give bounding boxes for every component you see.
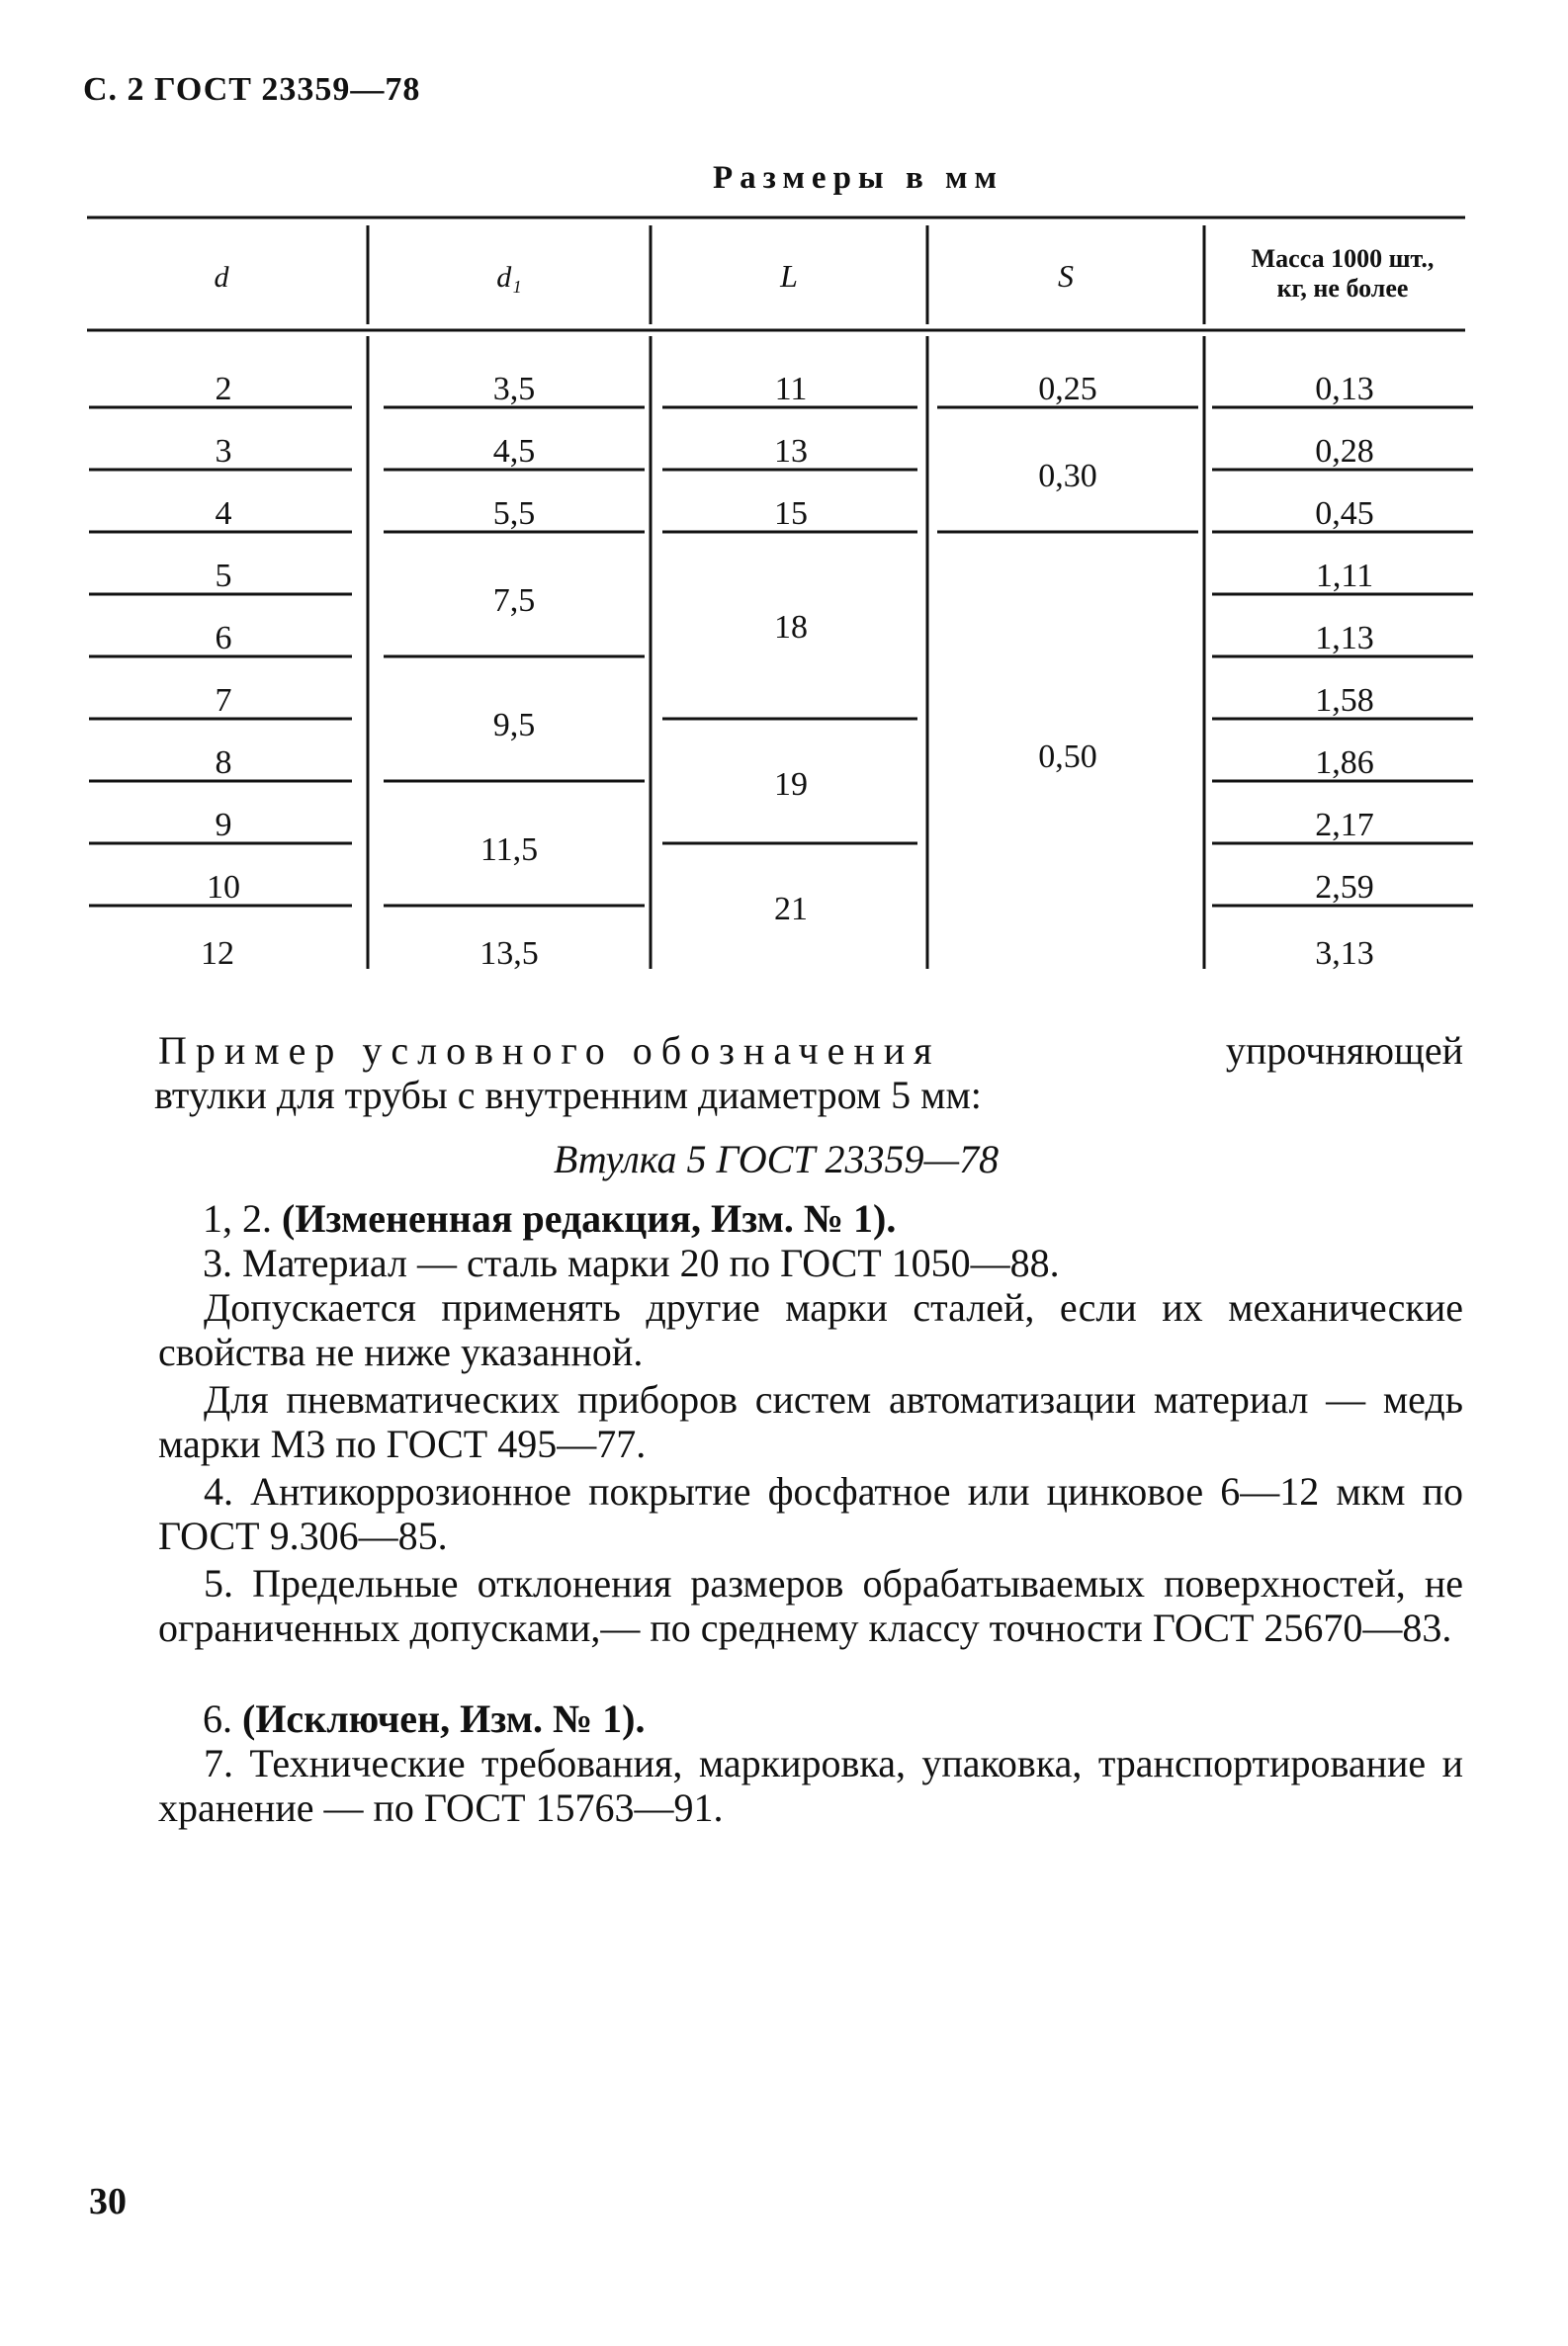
page-header: С. 2 ГОСТ 23359—78 (83, 71, 421, 108)
cell-d1: 4,5 (492, 433, 536, 470)
example-intro-spaced: Пример условного обозначения (158, 1028, 941, 1073)
cell-l: 15 (774, 495, 808, 532)
clause-1-2-number: 1, 2. (203, 1196, 272, 1241)
example-intro-cont: втулки для трубы с внутренним диаметром 5 мм: (154, 1073, 982, 1117)
clause-7: 7. Технические требования, маркировка, упаковка, транспортирование и хранение — по ГОСТ 15763—91. (158, 1741, 1463, 1830)
cell-mass: 2,59 (1315, 869, 1374, 906)
col-header-d: d (214, 261, 229, 294)
example-paragraph (154, 1028, 1463, 1117)
clause-3-pneumatic: Для пневматических приборов систем автоматизации материал — медь марки М3 по ГОСТ 495—77. (158, 1377, 1463, 1466)
clause-6 (203, 1696, 1463, 1741)
col-header-mass-line2: кг, не более (1276, 274, 1409, 303)
example-intro-end: упрочняющей (1225, 1028, 1463, 1073)
cell-l: 21 (774, 891, 808, 927)
col-header-d1: d₁ (496, 261, 522, 294)
clause-1-2 (203, 1196, 1463, 1241)
clause-6-number: 6. (203, 1696, 232, 1741)
col-header-l: L (780, 258, 798, 294)
cell-d: 3 (215, 433, 232, 470)
cell-mass: 1,11 (1315, 558, 1374, 594)
cell-d1: 9,5 (492, 707, 536, 743)
units-caption: Размеры в мм (713, 160, 1003, 196)
cell-mass: 0,13 (1315, 371, 1374, 407)
cell-l: 18 (774, 609, 808, 646)
cell-s: 0,25 (1038, 371, 1097, 407)
page-number: 30 (89, 2181, 127, 2222)
cell-s: 0,50 (1038, 739, 1097, 775)
clause-3-allowance: Допускается применять другие марки сталей, если их механические свойства не ниже указанной. (158, 1285, 1463, 1374)
cell-mass: 0,28 (1315, 433, 1374, 470)
clause-4: 4. Антикоррозионное покрытие фосфатное или цинковое 6—12 мкм по ГОСТ 9.306—85. (158, 1469, 1463, 1558)
cell-mass: 1,13 (1315, 620, 1374, 656)
cell-d1: 7,5 (492, 582, 536, 619)
cell-d: 8 (215, 744, 232, 781)
cell-d: 12 (201, 935, 234, 972)
cell-mass: 3,13 (1315, 935, 1374, 972)
dimensions-table (0, 0, 1568, 989)
example-designation: Втулка 5 ГОСТ 23359—78 (553, 1137, 1000, 1181)
clause-6-note: (Исключен, Изм. № 1). (242, 1696, 646, 1741)
col-header-s: S (1058, 258, 1074, 294)
cell-mass: 1,86 (1315, 744, 1374, 781)
cell-d: 2 (215, 371, 232, 407)
clause-5: 5. Предельные отклонения размеров обрабатываемых поверхностей, не ограниченных допусками,— по среднему классу точности ГОСТ 25670—83. (158, 1561, 1463, 1650)
clause-3: 3. Материал — сталь марки 20 по ГОСТ 1050—88. (203, 1241, 1060, 1285)
cell-mass: 1,58 (1315, 682, 1374, 719)
cell-s: 0,30 (1038, 458, 1097, 494)
cell-d1: 3,5 (492, 371, 536, 407)
cell-d: 6 (215, 620, 232, 656)
cell-d: 9 (215, 807, 232, 843)
cell-mass: 2,17 (1315, 807, 1374, 843)
cell-d: 7 (215, 682, 232, 719)
cell-d1: 5,5 (492, 495, 536, 532)
cell-mass: 0,45 (1315, 495, 1374, 532)
col-header-mass-line1: Масса 1000 шт., (1251, 244, 1435, 273)
cell-d: 4 (215, 495, 232, 532)
cell-d1: 11,5 (479, 831, 539, 868)
cell-l: 13 (774, 433, 808, 470)
clause-1-2-note: (Измененная редакция, Изм. № 1). (282, 1196, 897, 1241)
cell-l: 19 (774, 766, 808, 803)
cell-d1: 13,5 (479, 935, 539, 972)
cell-d: 10 (207, 869, 240, 906)
cell-d: 5 (215, 558, 232, 594)
cell-l: 11 (774, 371, 808, 407)
